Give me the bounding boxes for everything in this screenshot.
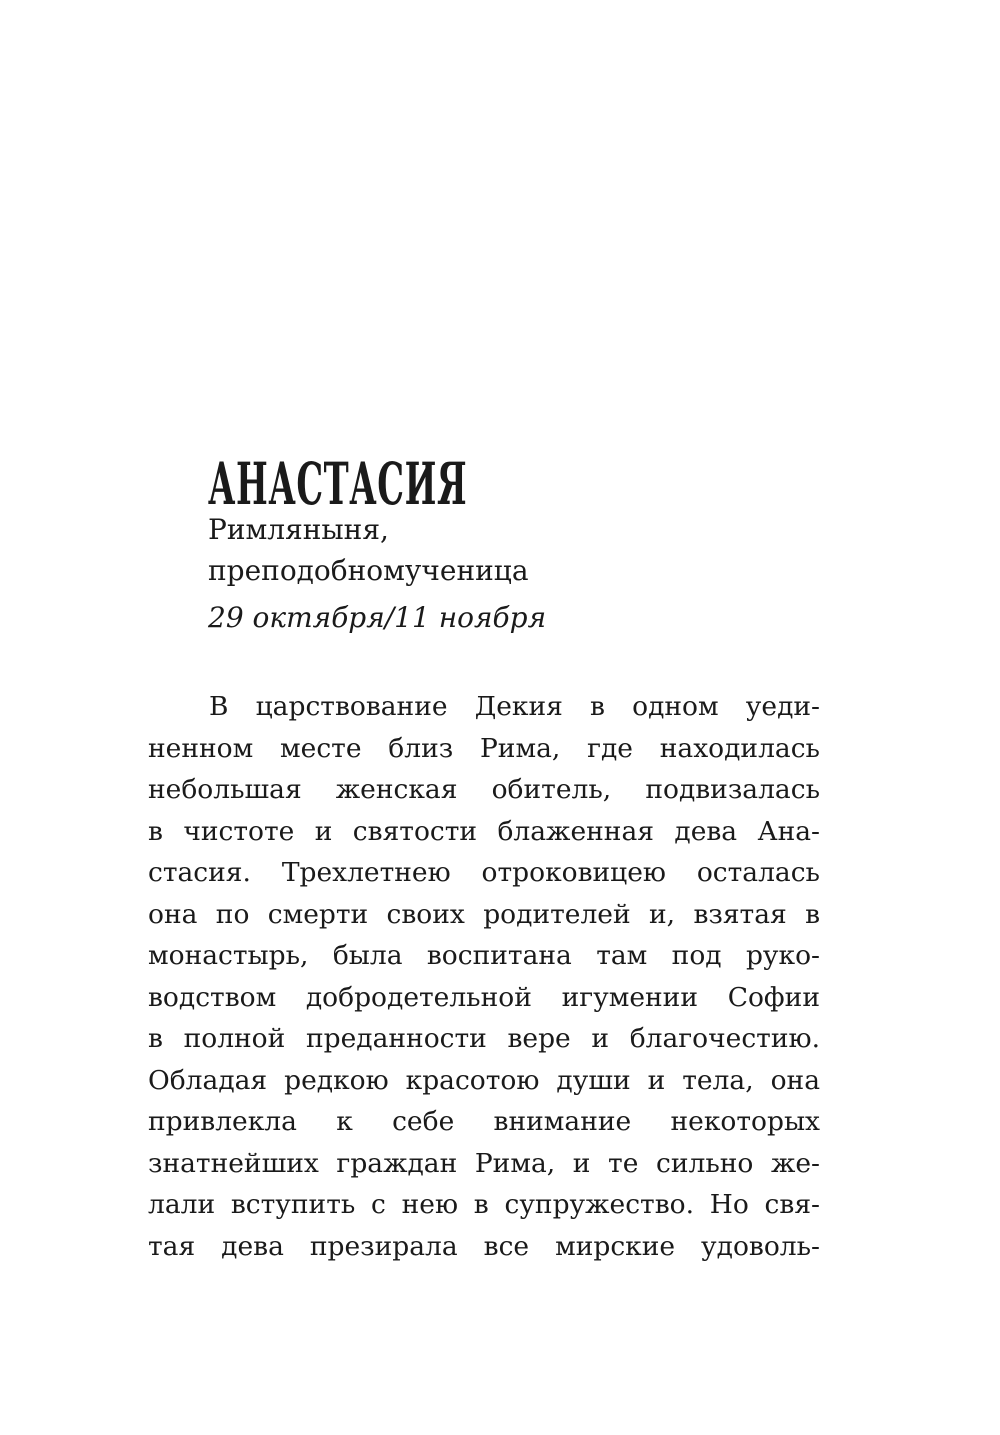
text-line: в чистоте и святости блаженная дева Ана- [148, 815, 820, 847]
text-line: В царствование Декия в одном уеди- [209, 691, 820, 722]
chapter-title: АНАСТАСИЯ [208, 450, 468, 518]
text-line: в полной преданности вере и благочестию. [148, 1023, 820, 1054]
subtitle-line-2: преподобномученица [208, 554, 529, 587]
text-line: лали вступить с нею в супружество. Но свя- [148, 1189, 820, 1220]
text-line: небольшая женская обитель, подвизалась [148, 774, 820, 805]
text-line: привлекла к себе внимание некоторых [148, 1106, 820, 1137]
feast-date: 29 октября/11 ноября [208, 601, 547, 634]
text-line: она по смерти своих родителей и, взятая в [148, 898, 820, 930]
text-line: Обладая редкою красотою души и тела, она [148, 1064, 820, 1096]
text-line: ненном месте близ Рима, где находилась [148, 732, 820, 764]
body-paragraph [148, 686, 820, 1267]
text-line: водством добродетельной игумении Софии [148, 981, 820, 1013]
text-line: стасия. Трехлетнею отроковицею осталась [148, 857, 820, 888]
subtitle-line-1: Римляныня, [208, 513, 389, 546]
text-line: монастырь, была воспитана там под руко- [148, 940, 820, 971]
text-line: знатнейших граждан Рима, и те сильно же- [148, 1147, 820, 1179]
text-line: тая дева презирала все мирские удоволь- [148, 1230, 820, 1262]
